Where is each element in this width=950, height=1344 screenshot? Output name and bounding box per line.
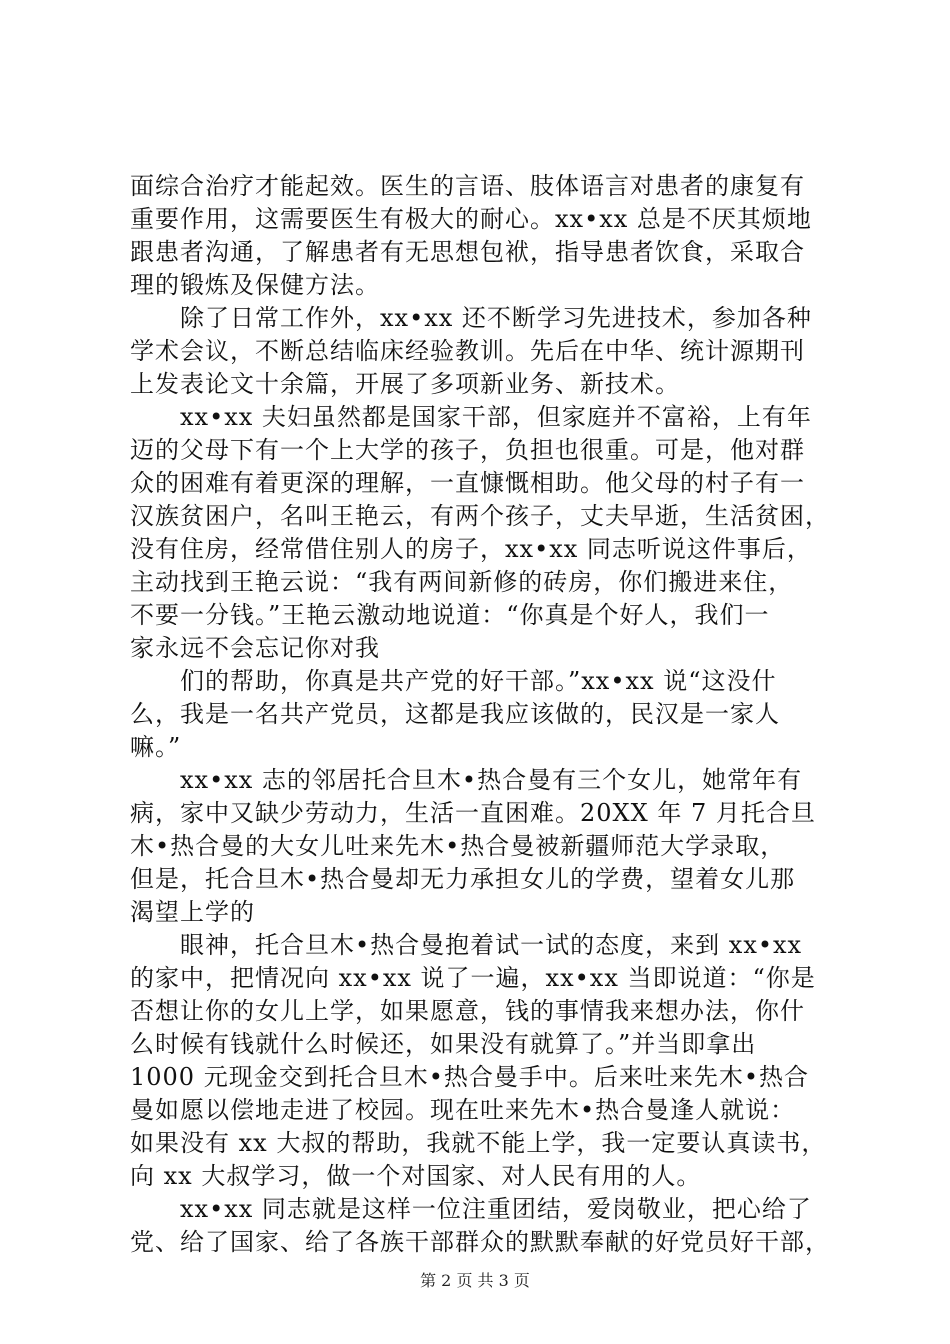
text-line: 如果没有 xx 大叔的帮助，我就不能上学，我一定要认真读书， (130, 1129, 827, 1157)
text-line: 学术会议，不断总结临床经验教训。先后在中华、统计源期刊 (130, 337, 805, 365)
text-line: 众的困难有着更深的理解，一直慷慨相助。他父母的村子有一 (130, 469, 805, 497)
text-line: 的家中，把情况向 xx•xx 说了一遍，xx•xx 当即说道：“你是 (130, 964, 816, 992)
document-body (130, 170, 830, 1259)
text-line: 跟患者沟通，了解患者有无思想包袱，指导患者饮食，采取合 (130, 238, 805, 266)
text-line: 木•热合曼的大女儿吐来先木•热合曼被新疆师范大学录取， (130, 832, 786, 860)
text-line: 否想让你的女儿上学，如果愿意，钱的事情我来想办法，你什 (130, 997, 805, 1025)
text-line: 眼神，托合旦木•热合曼抱着试一试的态度，来到 xx•xx (180, 931, 803, 959)
text-line: 汉族贫困户，名叫王艳云，有两个孩子，丈夫早逝，生活贫困， (130, 502, 830, 530)
text-line: 但是，托合旦木•热合曼却无力承担女儿的学费，望着女儿那 (130, 865, 796, 893)
text-line: xx•xx 同志就是这样一位注重团结，爱岗敬业，把心给了 (180, 1195, 812, 1223)
text-line: 党、给了国家、给了各族干部群众的默默奉献的好党员好干部， (130, 1228, 830, 1256)
text-line: 理的锻炼及保健方法。 (130, 271, 380, 299)
text-line: 1000 元现金交到托合旦木•热合曼手中。后来吐来先木•热合 (130, 1063, 810, 1091)
text-line: 渴望上学的 (130, 898, 255, 926)
text-line: 迈的父母下有一个上大学的孩子，负担也很重。可是，他对群 (130, 436, 805, 464)
text-line: 面综合治疗才能起效。医生的言语、肢体语言对患者的康复有 (130, 172, 805, 200)
page-footer: 第 2 页 共 3 页 (420, 1271, 530, 1290)
text-line: 么时候有钱就什么时候还，如果没有就算了。”并当即拿出 (130, 1030, 757, 1058)
text-line: 嘛。” (130, 733, 182, 761)
text-line: 不要一分钱。”王艳云激动地说道：“你真是个好人，我们一 (130, 601, 770, 629)
text-line: 家永远不会忘记你对我 (130, 634, 380, 662)
text-line: 除了日常工作外，xx•xx 还不断学习先进技术，参加各种 (180, 304, 812, 332)
text-line: 曼如愿以偿地走进了校园。现在吐来先木•热合曼逢人就说： (130, 1096, 796, 1124)
text-line: 上发表论文十余篇，开展了多项新业务、新技术。 (130, 370, 680, 398)
text-line: 重要作用，这需要医生有极大的耐心。xx•xx 总是不厌其烦地 (130, 205, 812, 233)
text-line: 病，家中又缺少劳动力，生活一直困难。20XX 年 7 月托合旦 (130, 799, 816, 827)
text-line: 没有住房，经常借住别人的房子，xx•xx 同志听说这件事后， (130, 535, 812, 563)
text-line: xx•xx 志的邻居托合旦木•热合曼有三个女儿，她常年有 (180, 766, 803, 794)
text-line: 向 xx 大叔学习，做一个对国家、对人民有用的人。 (130, 1162, 702, 1190)
text-line: xx•xx 夫妇虽然都是国家干部，但家庭并不富裕，上有年 (180, 403, 812, 431)
text-line: 们的帮助，你真是共产党的好干部。”xx•xx 说“这没什 (180, 667, 777, 695)
text-line: 么，我是一名共产党员，这都是我应该做的，民汉是一家人 (130, 700, 780, 728)
text-line: 主动找到王艳云说：“我有两间新修的砖房，你们搬进来住， (130, 568, 794, 596)
